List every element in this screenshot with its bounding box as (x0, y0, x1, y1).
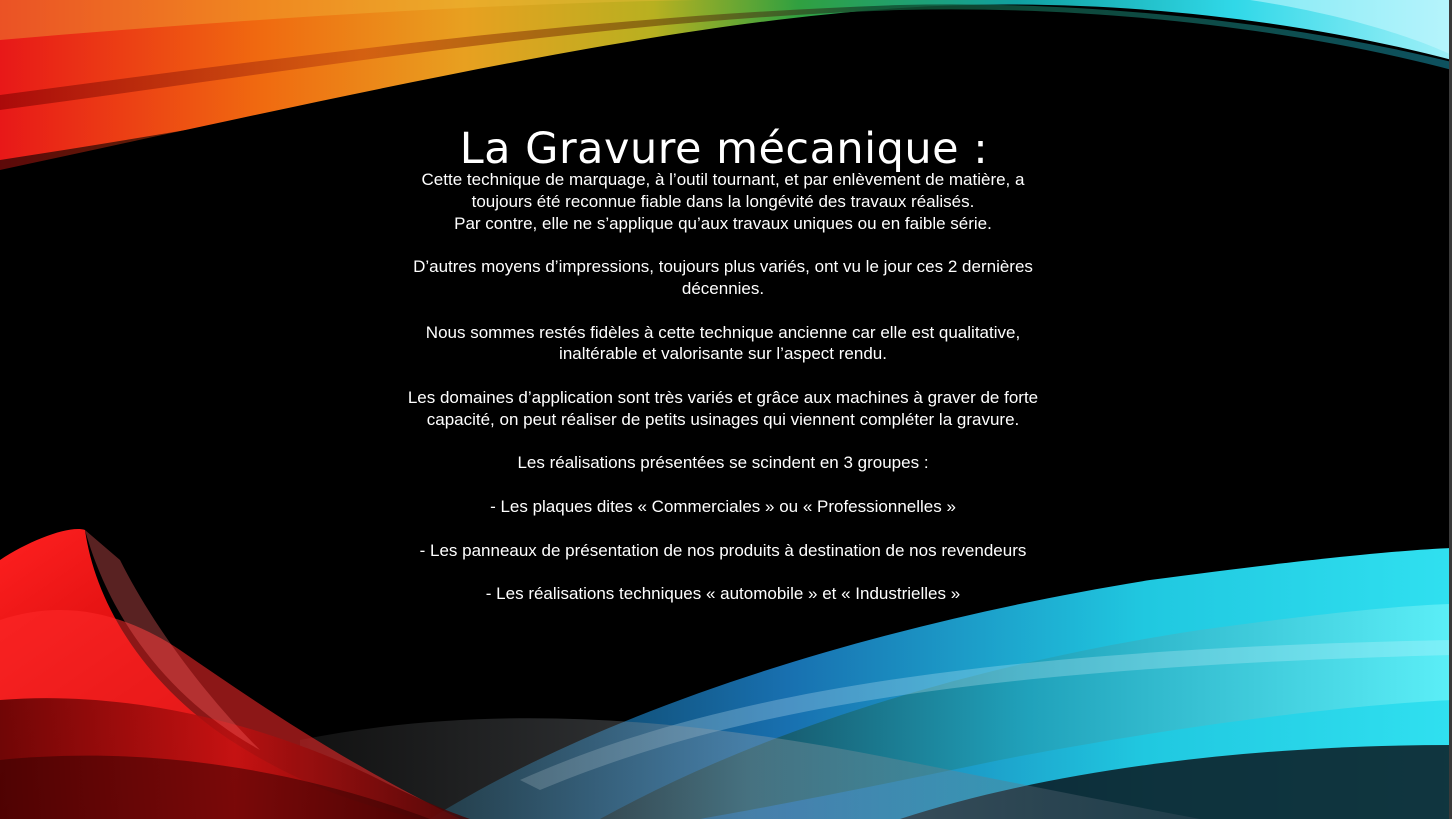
text-line: Nous sommes restés fidèles à cette technique ancienne car elle est qualitative, (425, 322, 1021, 342)
paragraph-intro (330, 169, 1116, 234)
text-line: - Les réalisations techniques « automobile » et « Industrielles » (485, 584, 961, 604)
text-line: décennies. (681, 278, 765, 298)
paragraph-applications (330, 387, 1116, 431)
text-line: D’autres moyens d’impressions, toujours plus variés, ont vu le jour ces 2 dernières (413, 257, 1033, 277)
text-line: toujours été reconnue fiable dans la longévité des travaux réalisés. (471, 191, 975, 211)
paragraph-other-methods (330, 256, 1116, 300)
list-item-group-3 (330, 583, 1116, 605)
slide-body-text (330, 169, 1116, 605)
text-line: - Les plaques dites « Commerciales » ou « Professionnelles » (490, 496, 956, 516)
text-line: inaltérable et valorisante sur l’aspect rendu. (559, 344, 887, 364)
paragraph-fidelity (330, 322, 1116, 366)
list-item-group-2 (330, 540, 1116, 562)
text-line: Cette technique de marquage, à l’outil tournant, et par enlèvement de matière, a (421, 170, 1025, 189)
list-item-group-1 (330, 496, 1116, 518)
text-line: - Les panneaux de présentation de nos produits à destination de nos revendeurs (419, 540, 1027, 560)
text-line: Les réalisations présentées se scindent en 3 groupes : (517, 453, 929, 473)
text-line: Par contre, elle ne s’applique qu’aux travaux uniques ou en faible série. (454, 213, 992, 233)
paragraph-groups-intro (330, 452, 1116, 474)
text-line: Les domaines d’application sont très variés et grâce aux machines à graver de forte (407, 387, 1039, 407)
text-line: capacité, on peut réaliser de petits usinages qui viennent compléter la gravure. (426, 409, 1020, 429)
slide-title: La Gravure mécanique : (459, 123, 989, 174)
